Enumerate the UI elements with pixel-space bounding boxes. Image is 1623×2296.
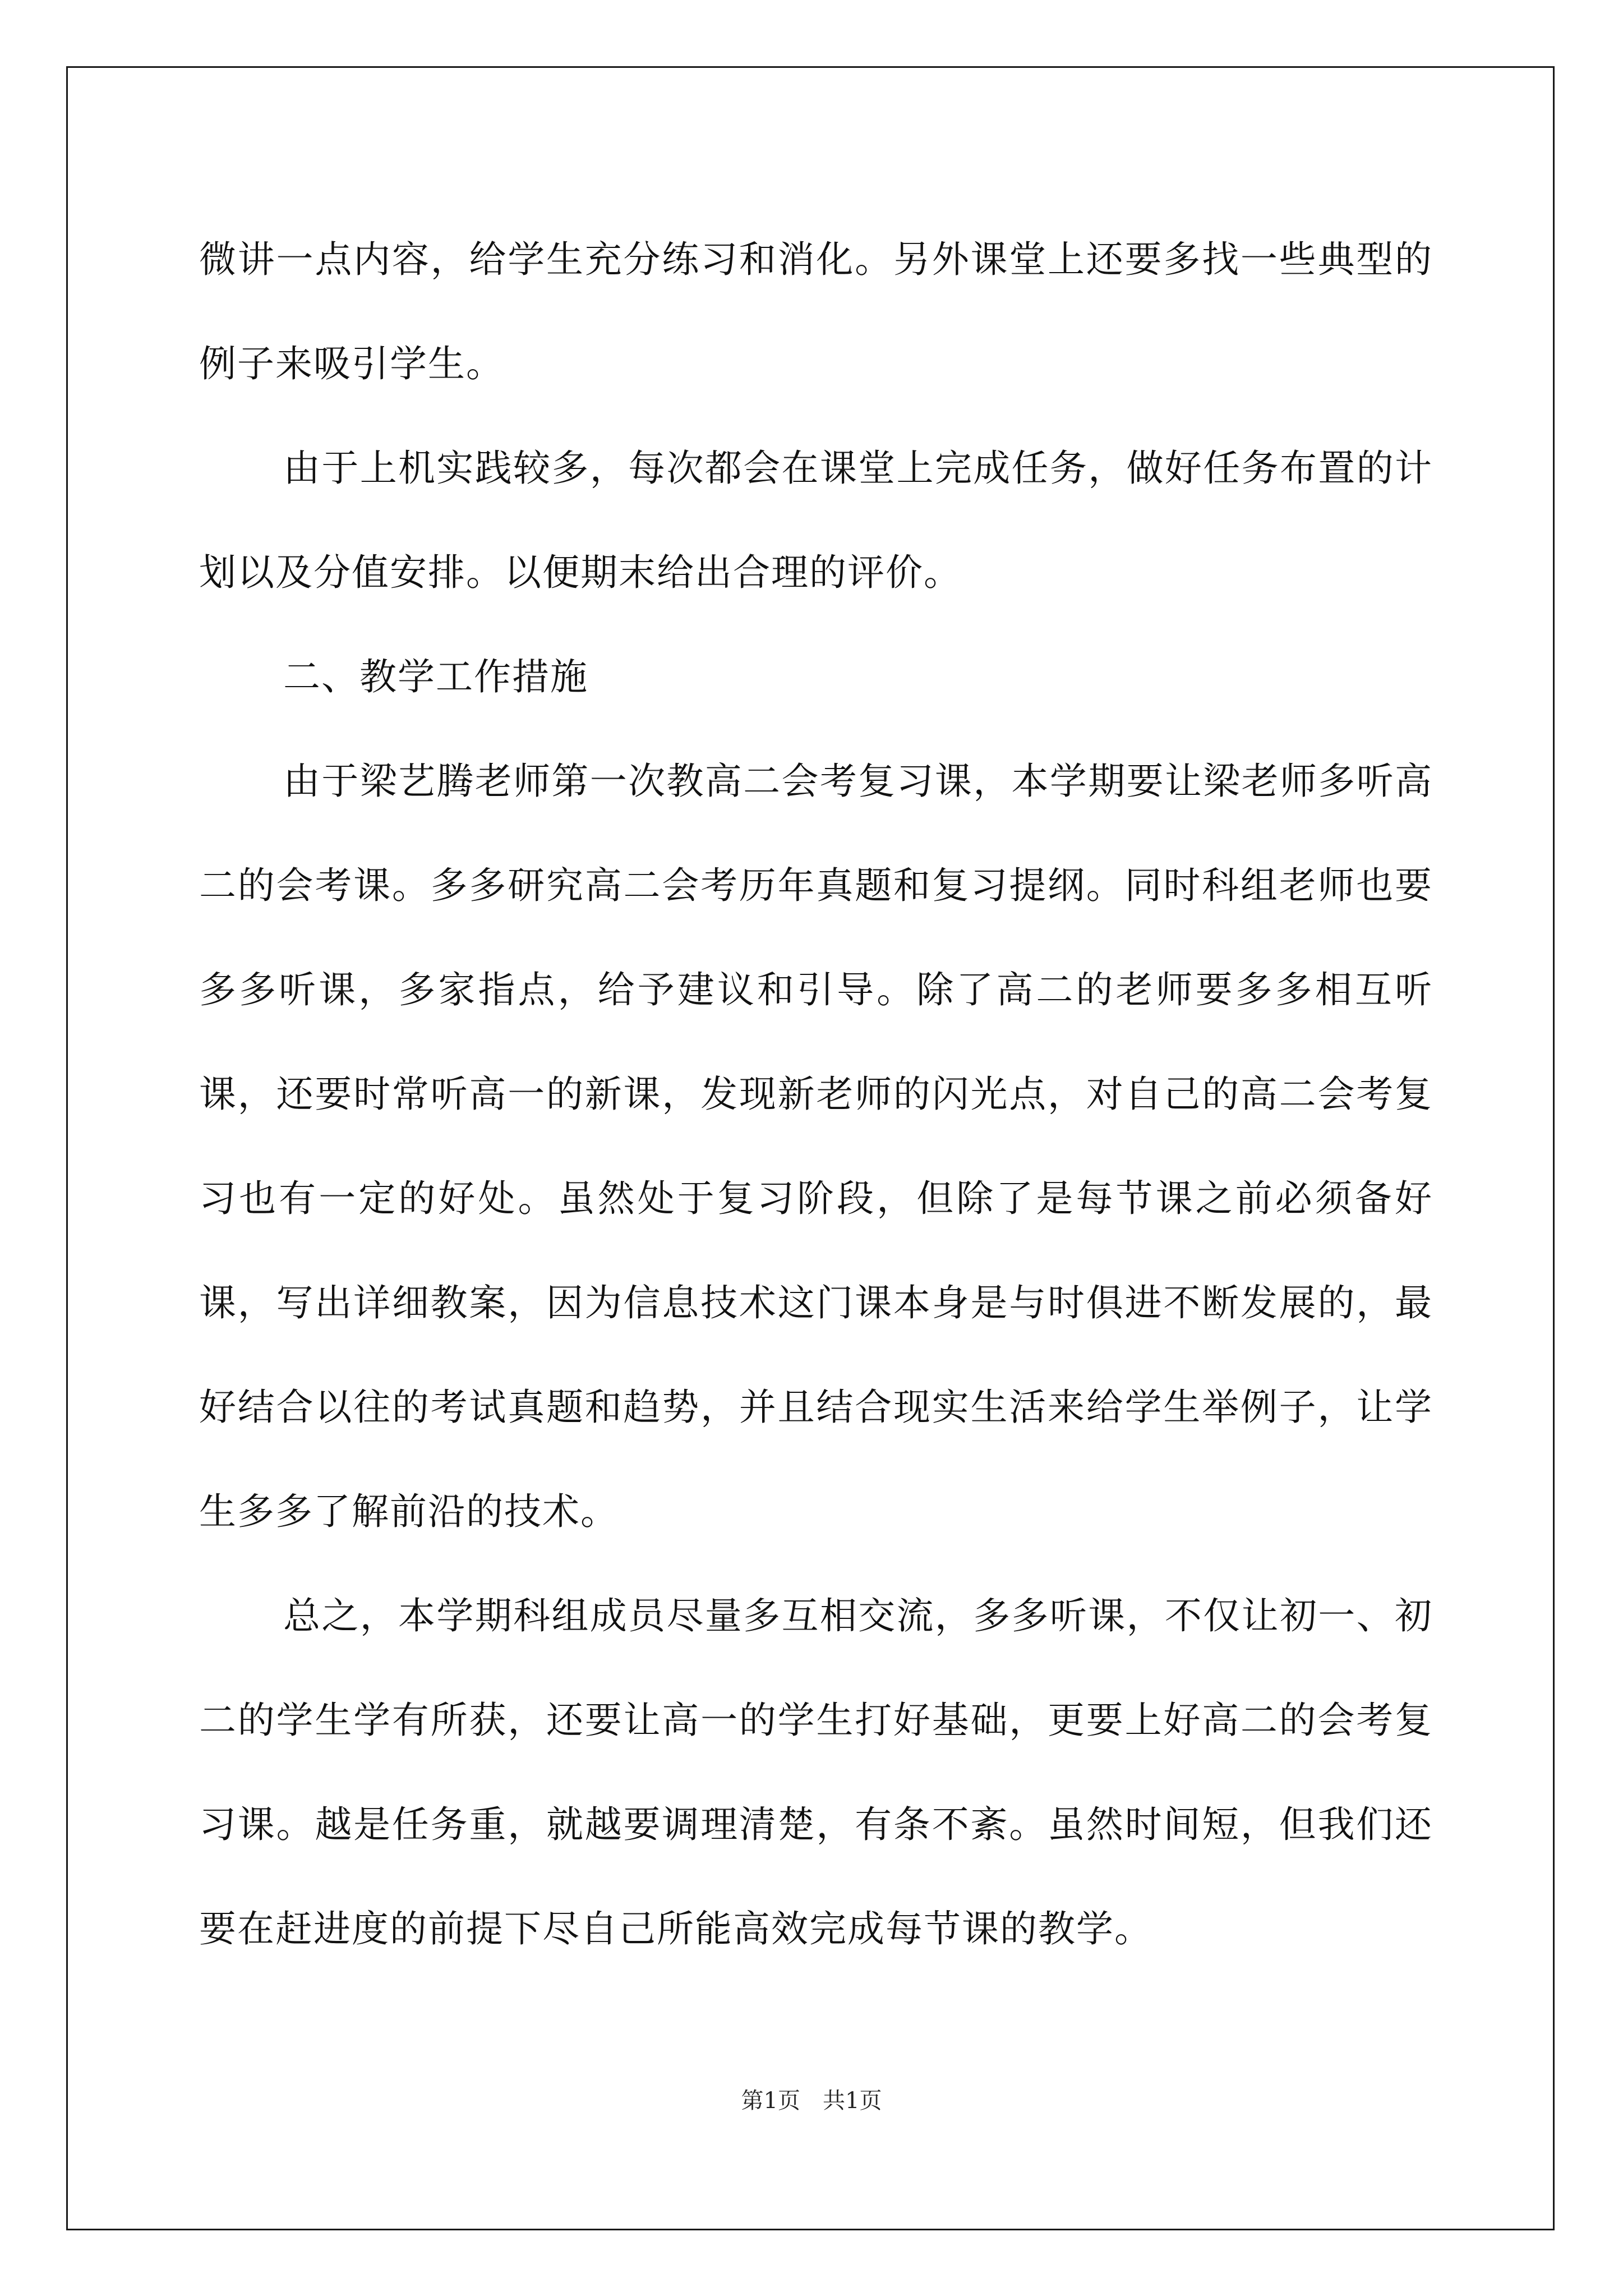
paragraph-summary: 总之，本学期科组成员尽量多互相交流，多多听课，不仅让初一、初二的学生学有所获，还要让高一的学生打好基础，更要上好高二的会考复习课。越是任务重，就越要调理清楚，有条不紊。虽然时间短，但我们还要在赶进度的前提下尽自己所能高效完成每节课的教学。 xyxy=(199,1594,1433,1950)
page-number: 第1页 xyxy=(741,2088,800,2114)
paragraph-practice: 由于上机实践较多，每次都会在课堂上完成任务，做好任务布置的计划以及分值安排。以便期末给出合理的评价。 xyxy=(199,447,1433,594)
paragraph-continued: 微讲一点内容，给学生充分练习和消化。另外课堂上还要多找一些典型的例子来吸引学生。 xyxy=(199,238,1433,385)
paragraph-measures: 由于梁艺腾老师第一次教高二会考复习课，本学期要让梁老师多听高二的会考课。多多研究高二会考历年真题和复习提纲。同时科组老师也要多多听课，多家指点，给予建议和引导。除了高二的老师要多多相互听课，还要时常听高一的新课，发现新老师的闪光点，对自己的高二会考复习也有一定的好处。虽然处于复习阶段，但除了是每节课之前必须备好课，写出详细教案，因为信息技术这门课本身是与时俱进不断发展的，最好结合以往的考试真题和趋势，并且结合现实生活来给学生举例子，让学生多多了解前沿的技术。 xyxy=(199,760,1433,1533)
document-body xyxy=(199,208,1433,1981)
page-footer xyxy=(0,2084,1623,2118)
page-total: 共1页 xyxy=(823,2088,882,2114)
section-heading: 二、教学工作措施 xyxy=(283,655,588,698)
